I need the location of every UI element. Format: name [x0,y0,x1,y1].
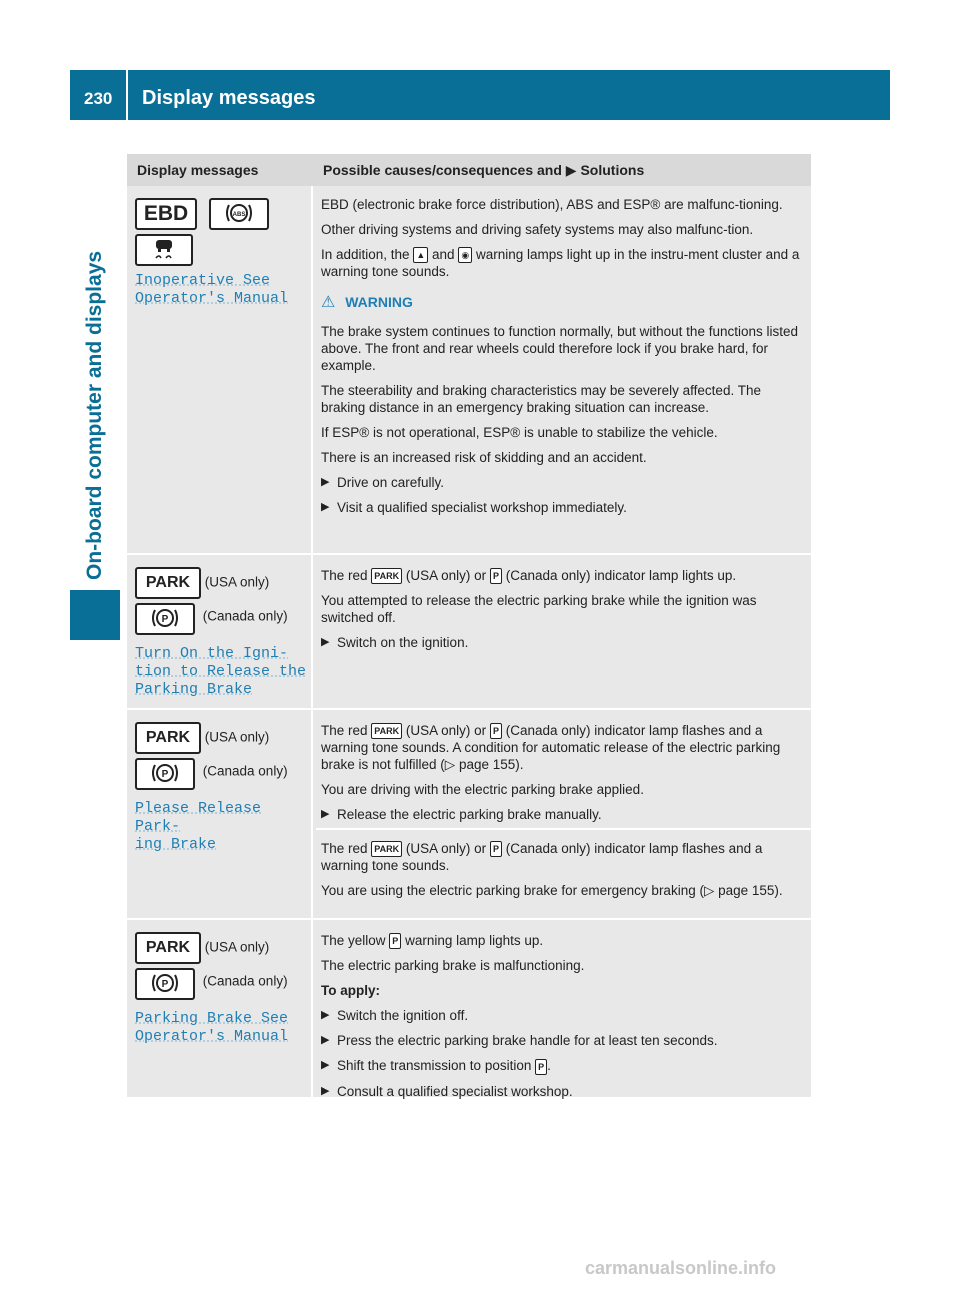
park-icon: PARK [371,841,402,857]
causes-cell [321,567,805,659]
warning-triangle-icon: ⚠ [321,294,336,312]
col-header-causes: Possible causes/consequences and ▶ Solutions [323,162,645,178]
parking-brake-p-icon: P [490,568,502,584]
parking-brake-p-icon [135,758,195,790]
warning-paragraph: The brake system continues to function normally, but without the functions listed above. The front and rear wheels could therefore lock if you brake hard, for example. [321,324,798,374]
display-text-line: Parking Brake See [135,1010,289,1027]
solution-bullet: ▶ Visit a qualified specialist workshop immediately. [321,500,627,516]
bullet-arrow-icon: ▶ [321,636,330,649]
svg-text:P: P [161,979,169,990]
bullet-arrow-icon: ▶ [321,808,330,821]
warning-paragraph: The steerability and braking characteristics may be severely affected. The braking distance in an emergency braking situation can increase. [321,383,761,416]
warning-paragraph: If ESP® is not operational, ESP® is unable to stabilize the vehicle. [321,425,718,441]
cause-paragraph: You are using the electric parking brake for emergency braking (▷ page 155). [321,883,783,899]
canada-label: (Canada only) [202,608,288,624]
esp-skid-icon: ▲ [413,247,428,263]
ebd-icon: EBD [135,198,197,230]
usa-label: (USA only) [204,574,270,590]
bullet-arrow-icon: ▶ [321,1059,330,1072]
bullet-arrow-icon: ▶ [321,1084,330,1097]
page-title: Display messages [142,87,316,109]
parking-brake-p-icon: P [490,723,502,739]
table-row-turn-on-ignition [127,555,811,708]
cause-paragraph: Other driving systems and driving safety systems may also malfunc-tion. [321,222,754,237]
bullet-arrow-icon: ▶ [321,501,330,514]
table-row-please-release [127,710,811,918]
display-message-cell [127,920,313,1097]
table-row-parking-brake-malfunction [127,920,811,1097]
parking-brake-p-icon: P [490,841,502,857]
col-header-display-messages: Display messages [137,162,259,178]
display-text-line: tion to Release the [135,663,307,680]
park-icon: PARK [135,722,201,754]
header-divider [126,70,128,120]
abs-icon: ◉ [458,247,472,263]
cause-paragraph: The red PARK (USA only) or P (Canada only) indicator lamp lights up. [321,568,737,583]
cause-paragraph: The red PARK (USA only) or P (Canada only) indicator lamp flashes and a warning tone sounds. [321,841,763,874]
solution-bullet: ▶ Press the electric parking brake handle for at least ten seconds. [321,1033,718,1049]
causes-cell-a [321,722,805,831]
causes-cell [321,196,805,524]
display-text-line: Inoperative See [135,272,271,289]
cause-paragraph: You are driving with the electric parking brake applied. [321,782,644,798]
canada-label: (Canada only) [202,973,288,989]
causes-cell [321,932,805,1108]
svg-text:P: P [161,769,169,780]
solution-bullet: ▶ Switch on the ignition. [321,635,469,651]
park-icon: PARK [371,723,402,739]
usa-label: (USA only) [204,729,270,745]
gear-p-icon: P [535,1059,547,1075]
display-text-line: Turn On the Igni- [135,645,289,662]
parking-brake-p-icon [135,968,195,1000]
play-arrow-icon: ▶ [565,162,577,178]
solution-bullet: ▶ Drive on carefully. [321,475,445,491]
side-tab-marker [70,590,120,640]
usa-label: (USA only) [204,939,270,955]
display-message-cell [127,186,313,553]
svg-text:ABS: ABS [232,212,246,218]
table-row-ebd-abs-esp [127,186,811,553]
parking-brake-p-icon [135,603,195,635]
solution-bullet: ▶ Switch the ignition off. [321,1008,469,1024]
cause-paragraph: You attempted to release the electric parking brake while the ignition was switched off. [321,593,757,626]
to-apply-heading: To apply: [321,983,380,999]
display-text-line: Please Release Park- [135,800,262,835]
display-text-line: Parking Brake [135,681,253,698]
park-icon: PARK [371,568,402,584]
causes-cell-b [321,840,805,907]
display-text-line: Operator's Manual [135,290,289,307]
cause-paragraph: The electric parking brake is malfunctioning. [321,958,585,974]
park-icon: PARK [135,932,201,964]
page-header [70,70,890,120]
warning-paragraph: There is an increased risk of skidding and an accident. [321,450,647,466]
solution-bullet: ▶ Release the electric parking brake manually. [321,807,602,823]
bullet-arrow-icon: ▶ [321,476,330,489]
solution-bullet: ▶ Shift the transmission to position P . [321,1058,551,1074]
display-text-line: Operator's Manual [135,1028,289,1045]
watermark: carmanualsonline.info [585,1258,777,1278]
display-message-cell [127,710,313,918]
warning-heading: ⚠ WARNING [321,294,413,312]
abs-icon [209,198,269,230]
parking-brake-p-icon: P [389,933,401,949]
solution-bullet: ▶ Consult a qualified specialist workshop. [321,1083,573,1099]
cause-paragraph: The yellow P warning lamp lights up. [321,933,544,948]
page-number: 230 [84,89,113,108]
cause-paragraph: The red PARK (USA only) or P (Canada only) indicator lamp flashes and a warning tone sounds. A condition for automatic release of the electric parking brake is not fulfilled (▷ page 155). [321,723,781,773]
table-header [127,154,811,186]
bullet-arrow-icon: ▶ [321,1034,330,1047]
cause-paragraph: EBD (electronic brake force distribution), ABS and ESP® are malfunc-tioning. [321,197,783,212]
park-icon: PARK [135,567,201,599]
bullet-arrow-icon: ▶ [321,1009,330,1022]
esp-skid-icon [135,234,193,266]
cause-paragraph: In addition, the ▲ and ◉ warning lamps light up in the instru-ment cluster and a warning tone sounds. [321,247,800,280]
display-message-cell [127,555,313,708]
side-tab-label: On-board computer and displays [83,250,106,580]
svg-text:P: P [161,614,169,625]
display-text-line: ing Brake [135,836,217,853]
abs-circle-icon [224,200,254,226]
canada-label: (Canada only) [202,763,288,779]
